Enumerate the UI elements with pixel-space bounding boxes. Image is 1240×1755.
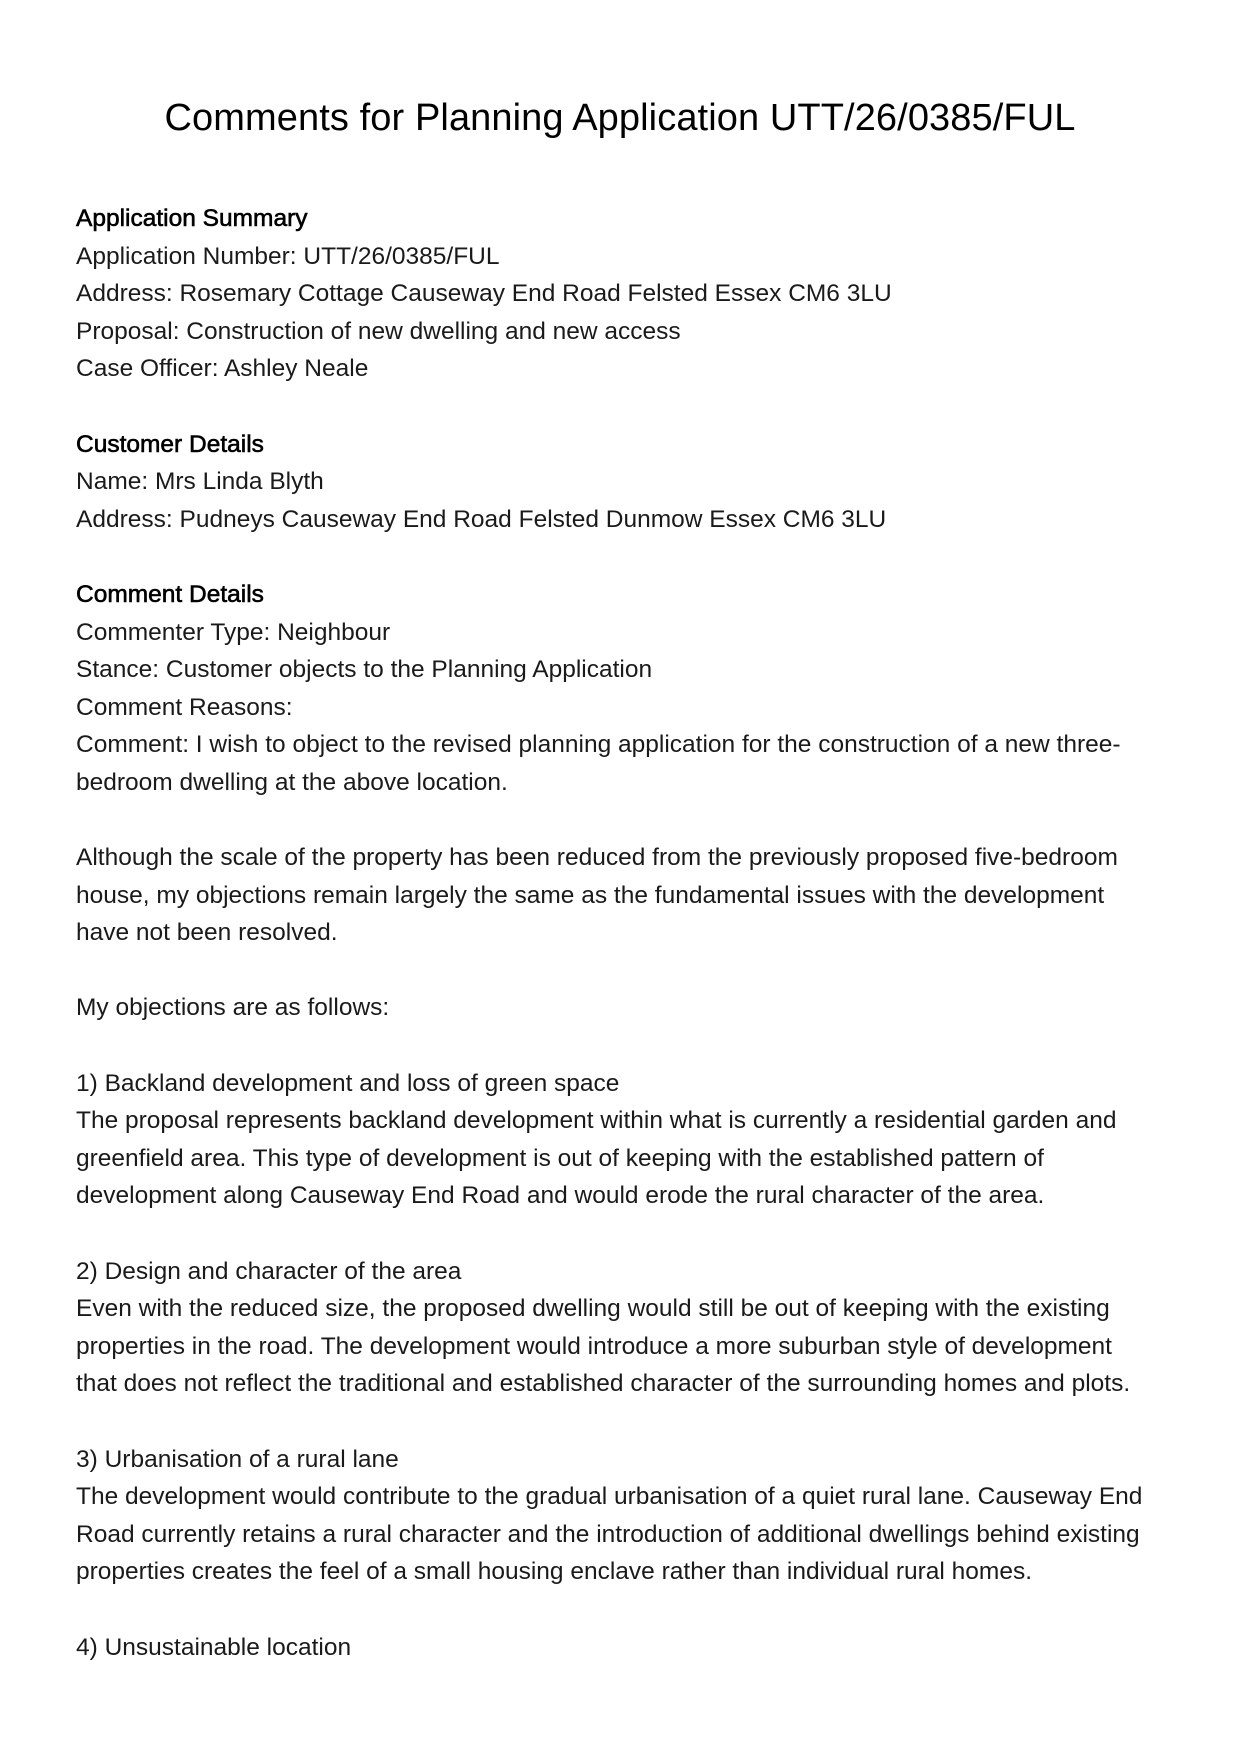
spacer — [76, 952, 1176, 990]
customer-address: Address: Pudneys Causeway End Road Felsted Dunmow Essex CM6 3LU — [76, 505, 887, 533]
comment-line: bedroom dwelling at the above location. — [76, 768, 508, 796]
comment-details-heading: Comment Details — [76, 580, 264, 608]
application-proposal: Proposal: Construction of new dwelling and new access — [76, 317, 681, 345]
comment-line: Comment: I wish to object to the revised planning application for the construction of a new three- — [76, 731, 1121, 759]
paragraph-line: house, my objections remain largely the same as the fundamental issues with the development — [76, 881, 1105, 909]
objection-3-line: The development would contribute to the gradual urbanisation of a quiet rural lane. Causeway End — [76, 1483, 1143, 1511]
spacer — [76, 1403, 1176, 1441]
spacer — [76, 1027, 1176, 1065]
commenter-type: Commenter Type: Neighbour — [76, 618, 391, 646]
spacer — [76, 1591, 1176, 1629]
case-officer: Case Officer: Ashley Neale — [76, 355, 369, 383]
customer-details-heading: Customer Details — [76, 430, 264, 458]
spacer — [76, 1215, 1176, 1253]
objection-2-line: that does not reflect the traditional and established character of the surrounding homes and plots. — [76, 1370, 1131, 1398]
objection-1-line: The proposal represents backland development within what is currently a residential garden and — [76, 1107, 1117, 1135]
objection-2-line: Even with the reduced size, the proposed dwelling would still be out of keeping with the existing — [76, 1295, 1110, 1323]
application-address: Address: Rosemary Cottage Causeway End Road Felsted Essex CM6 3LU — [76, 280, 892, 308]
objection-1-title: 1) Backland development and loss of green space — [76, 1069, 620, 1097]
objections-intro: My objections are as follows: — [76, 994, 390, 1022]
paragraph-line: have not been resolved. — [76, 919, 338, 947]
objection-3-line: Road currently retains a rural character and the introduction of additional dwellings behind existing — [76, 1520, 1140, 1548]
comment-reasons: Comment Reasons: — [76, 693, 293, 721]
objection-3-title: 3) Urbanisation of a rural lane — [76, 1445, 399, 1473]
stance: Stance: Customer objects to the Planning Application — [76, 656, 653, 684]
objection-2-title: 2) Design and character of the area — [76, 1257, 462, 1285]
spacer — [76, 802, 1176, 840]
spacer — [76, 538, 1176, 576]
objection-1-line: development along Causeway End Road and would erode the rural character of the area. — [76, 1182, 1045, 1210]
document-body — [76, 200, 1176, 1666]
paragraph-line: Although the scale of the property has been reduced from the previously proposed five-bedroom — [76, 844, 1118, 872]
objection-1-line: greenfield area. This type of development is out of keeping with the established pattern of — [76, 1144, 1044, 1172]
application-number: Application Number: UTT/26/0385/FUL — [76, 242, 500, 270]
objection-4-title: 4) Unsustainable location — [76, 1633, 352, 1661]
page-title: Comments for Planning Application UTT/26/0385/FUL — [164, 97, 1076, 139]
objection-2-line: properties in the road. The development would introduce a more suburban style of development — [76, 1332, 1112, 1360]
application-summary-heading: Application Summary — [76, 205, 308, 232]
customer-name: Name: Mrs Linda Blyth — [76, 468, 324, 496]
objection-3-line: properties creates the feel of a small housing enclave rather than individual rural homes. — [76, 1558, 1033, 1586]
spacer — [76, 388, 1176, 426]
